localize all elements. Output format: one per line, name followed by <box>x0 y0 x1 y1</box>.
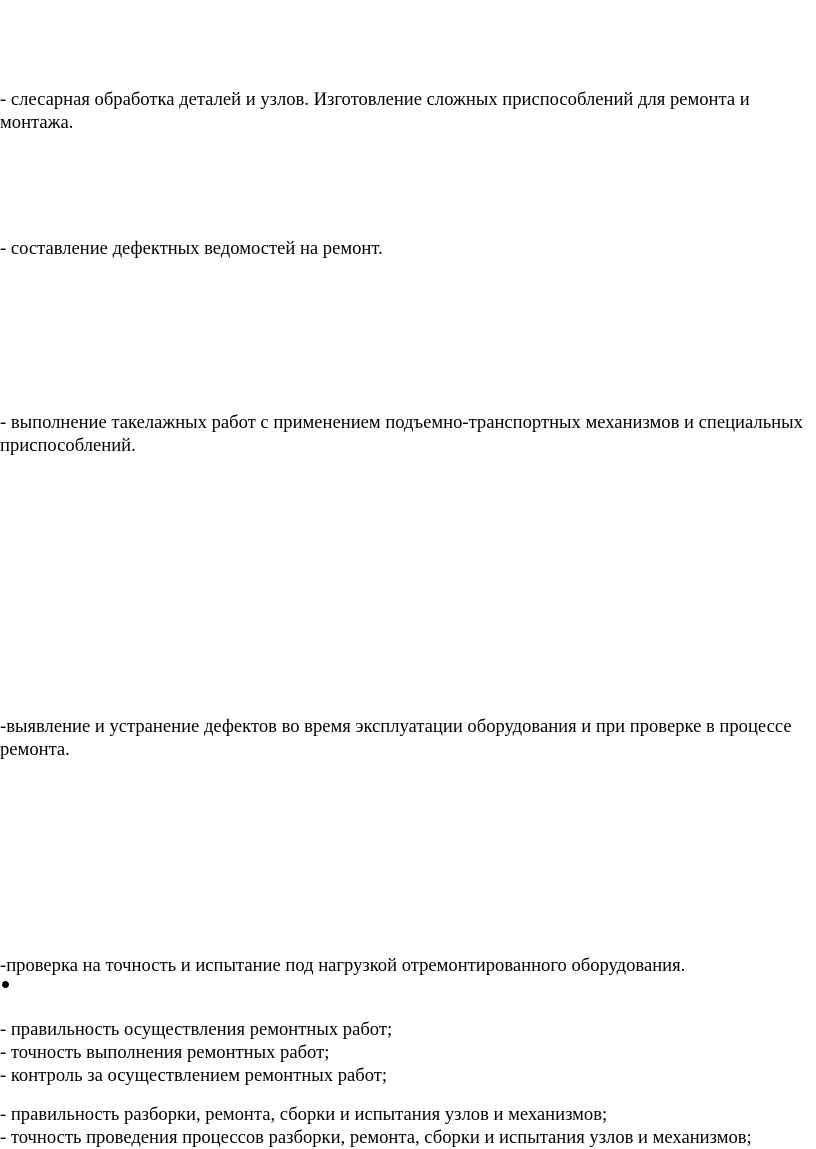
criteria-item: - правильность разборки, ремонта, сборки и испытания узлов и механизмов; <box>0 1104 608 1125</box>
paragraph-rigging-line-2: приспособлений. <box>0 435 136 456</box>
criteria-item: - правильность осуществления ремонтных работ; <box>0 1019 393 1040</box>
paragraph-defects-line-2: ремонта. <box>0 739 70 760</box>
paragraph-defects-line-1: -выявление и устранение дефектов во время эксплуатации оборудования и при проверке в процессе <box>0 716 792 737</box>
paragraph-rigging-line-1: - выполнение такелажных работ с применением подъемно-транспортных механизмов и специальных <box>0 412 803 433</box>
bullet-dot-icon <box>2 981 9 988</box>
paragraph-defect-statements: - составление дефектных ведомостей на ремонт. <box>0 238 383 259</box>
paragraph-accuracy-check: -проверка на точность и испытание под нагрузкой отремонтированного оборудования. <box>0 955 686 976</box>
criteria-item: - контроль за осуществлением ремонтных работ; <box>0 1065 388 1086</box>
paragraph-locksmith-line-2: монтажа. <box>0 112 74 133</box>
paragraph-locksmith-line-1: - слесарная обработка деталей и узлов. Изготовление сложных приспособлений для ремонта и <box>0 89 750 110</box>
criteria-item: - точность проведения процессов разборки, ремонта, сборки и испытания узлов и механизмов; <box>0 1127 752 1148</box>
criteria-item: - точность выполнения ремонтных работ; <box>0 1042 330 1063</box>
